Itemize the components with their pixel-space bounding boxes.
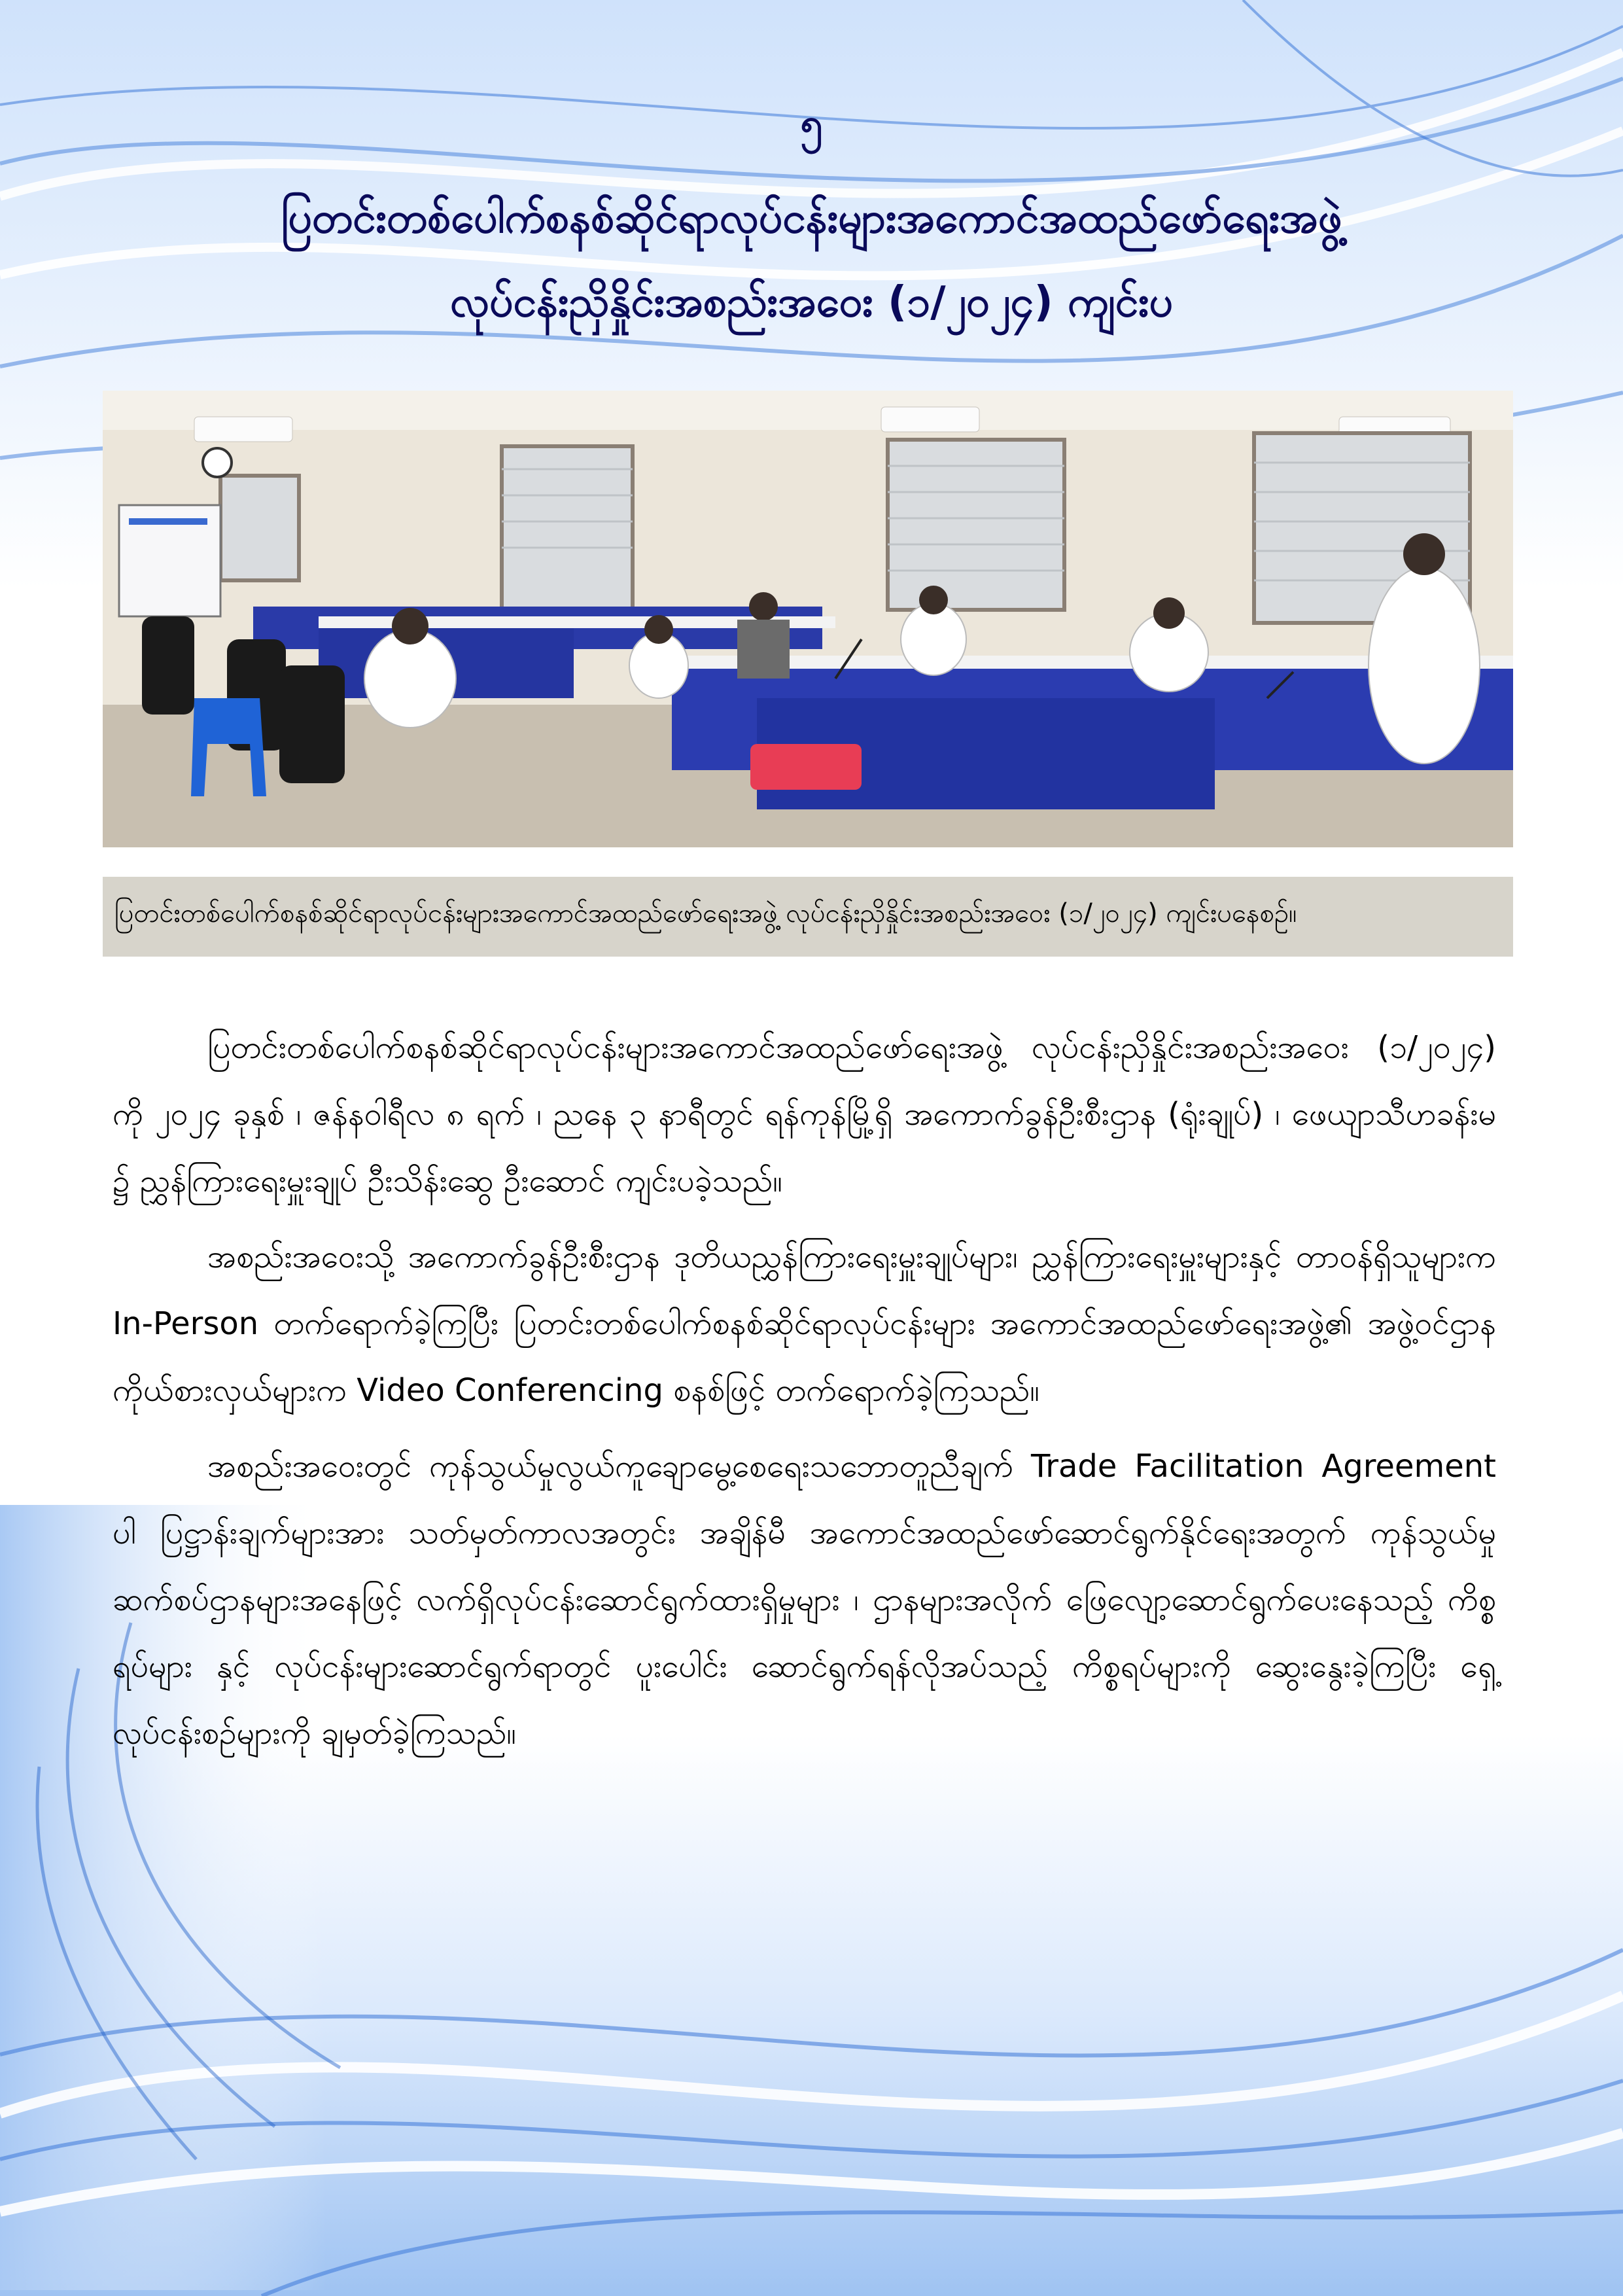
article-paragraph-3: အစည်းအဝေးတွင် ကုန်သွယ်မှုလွယ်ကူချောမွေ့စေရေးသဘောတူညီချက် Trade Facilitation Agreement ပါ ပြဋ္ဌာန်းချက်များအား သတ်မှတ်ကာလအတွင်း အချိန်မီ အကောင်အထည်ဖော်ဆောင်ရွက်နိုင်ရေးအတွက် ကုန်သွယ်မှုဆက်စပ်ဌာနများအနေဖြင့် လက်ရှိလုပ်ငန်းဆောင်ရွက်ထားရှိမှုများ ၊ ဌာနများအလိုက် ဖြေလျော့ဆောင်ရွက်ပေးနေသည့် ကိစ္စရပ်များ နှင့် လုပ်ငန်းများဆောင်ရွက်ရာတွင် ပူးပေါင်း ဆောင်ရွက်ရန်လိုအပ်သည့် ကိစ္စရပ်များကို ဆွေးနွေးခဲ့ကြပြီး ရှေ့လုပ်ငန်းစဉ်များကို ချမှတ်ခဲ့ကြသည်။ (113, 1448, 1496, 1752)
article-body (113, 1014, 1496, 1776)
title-line-1: ပြတင်းတစ်ပေါက်စနစ်ဆိုင်ရာလုပ်ငန်းများအကောင်အထည်ဖော်ရေးအဖွဲ့ (281, 194, 1342, 243)
page-number: ၅ (800, 100, 823, 146)
title-line-2: လုပ်ငန်းညှိနှိုင်းအစည်းအဝေး (၁/၂၀၂၄) ကျင်းပ (450, 278, 1173, 327)
photo-caption: ပြတင်းတစ်ပေါက်စနစ်ဆိုင်ရာလုပ်ငန်းများအကောင်အထည်ဖော်ရေးအဖွဲ့ လုပ်ငန်းညှိနှိုင်းအစည်းအဝေး (၁/၂၀၂၄) ကျင်းပနေစဉ်။ (114, 898, 1297, 928)
page-title (131, 177, 1492, 344)
meeting-photo (103, 391, 1513, 847)
photo-caption-box (103, 877, 1513, 957)
meeting-photo-illustration (103, 391, 1513, 847)
article-paragraph-1: ပြတင်းတစ်ပေါက်စနစ်ဆိုင်ရာလုပ်ငန်းများအကောင်အထည်ဖော်ရေးအဖွဲ့ လုပ်ငန်းညှိနှိုင်းအစည်းအဝေး (၁/၂၀၂၄) ကို ၂၀၂၄ ခုနှစ် ၊ ဇန်နဝါရီလ ၈ ရက် ၊ ညနေ ၃ နာရီတွင် ရန်ကုန်မြို့ရှိ အကောက်ခွန်ဦးစီးဌာန (ရုံးချုပ်) ၊ ဖေယျာသီဟခန်းမ ၌ ညွှန်ကြားရေးမှူးချုပ် ဦးသိန်းဆွေ ဦးဆောင် ကျင်းပခဲ့သည်။ (113, 1029, 1496, 1199)
article-paragraph-2: အစည်းအဝေးသို့ အကောက်ခွန်ဦးစီးဌာန ဒုတိယညွှန်ကြားရေးမှူးချုပ်များ၊ ညွှန်ကြားရေးမှူးများနှင့် တာဝန်ရှိသူများက In-Person တက်ရောက်ခဲ့ကြပြီး ပြတင်းတစ်ပေါက်စနစ်ဆိုင်ရာလုပ်ငန်းများ အကောင်အထည်ဖော်ရေးအဖွဲ့၏ အဖွဲ့ဝင်ဌာနကိုယ်စားလှယ်များက Video Conferencing စနစ်ဖြင့် တက်ရောက်ခဲ့ကြသည်။ (113, 1239, 1496, 1409)
